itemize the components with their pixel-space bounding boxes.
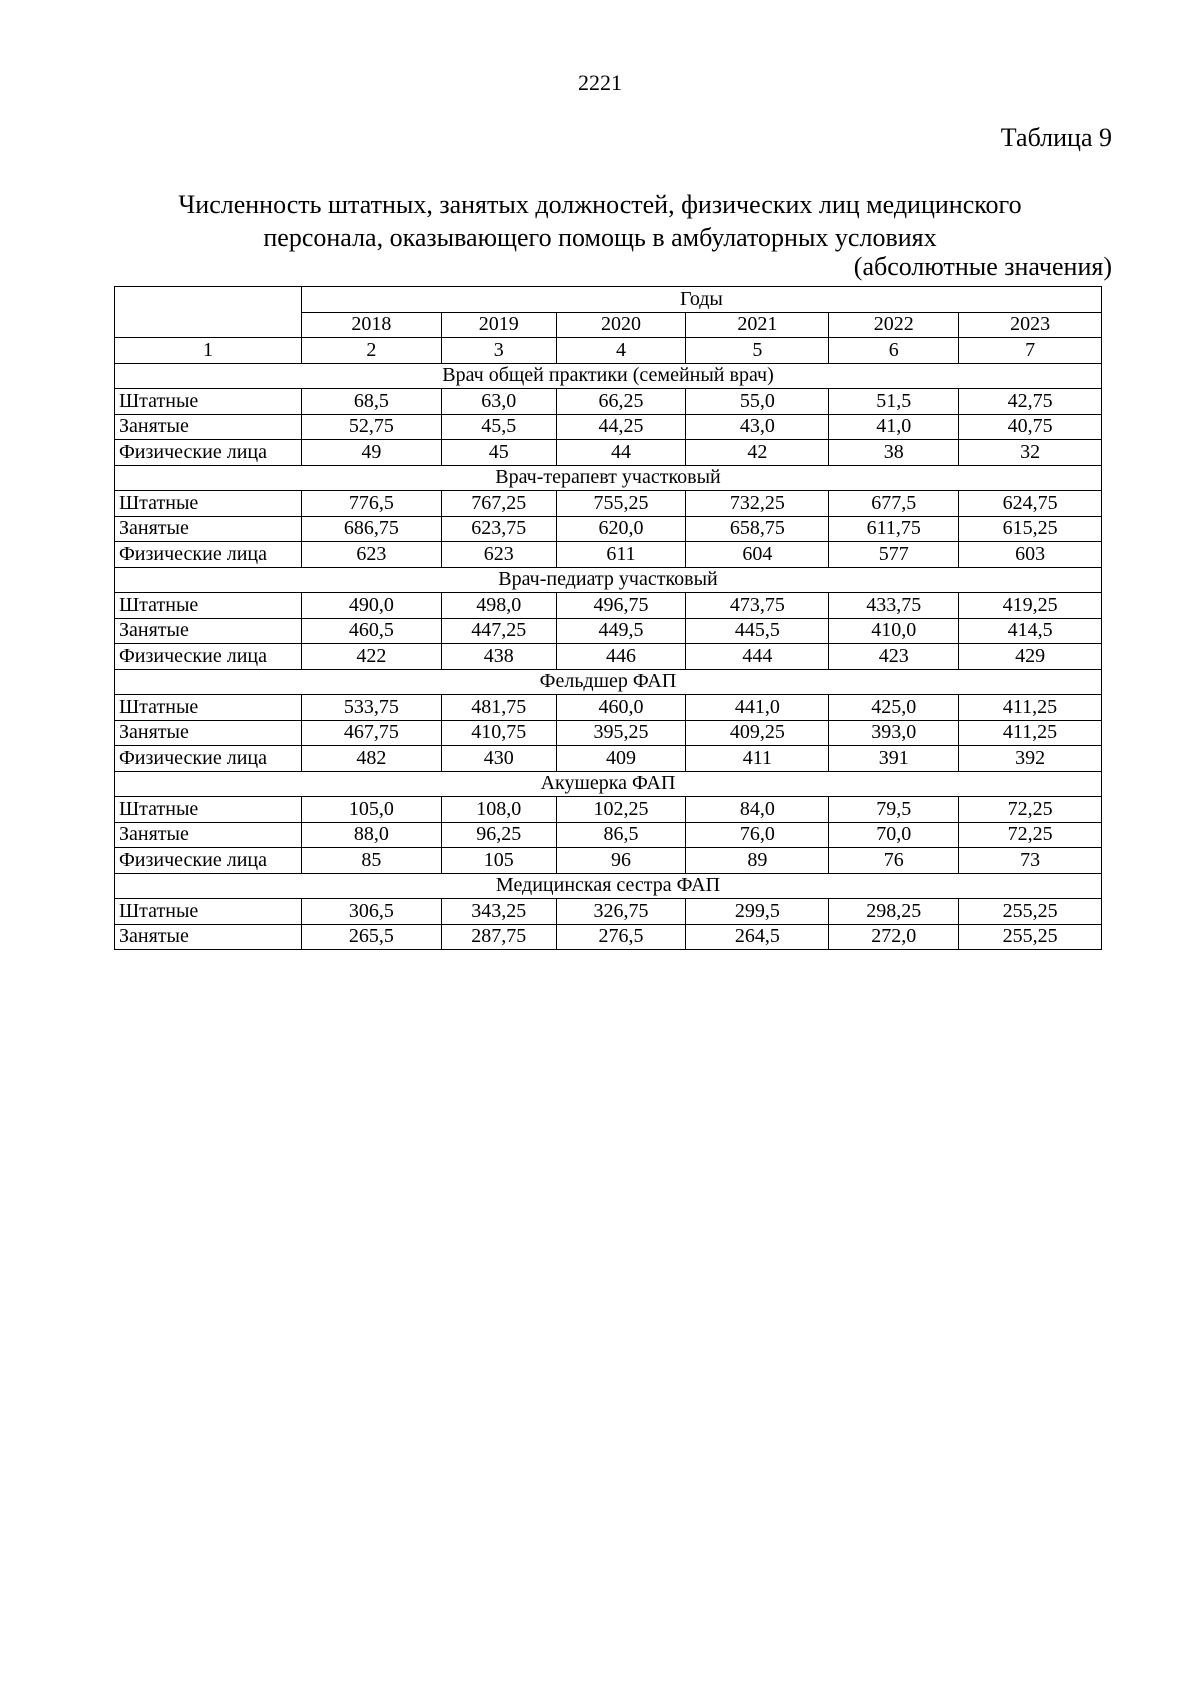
- value-cell: 86,5: [556, 822, 686, 848]
- value-cell: 620,0: [556, 516, 686, 542]
- value-cell: 41,0: [829, 414, 959, 440]
- table-body: [115, 287, 1102, 950]
- value-cell: 423: [829, 644, 959, 670]
- value-cell: 43,0: [686, 414, 829, 440]
- title-line-1: Численность штатных, занятых должностей, физических лиц медицинского: [178, 190, 1022, 219]
- value-cell: 467,75: [301, 720, 441, 746]
- value-cell: 577: [829, 542, 959, 568]
- table-row: [115, 491, 1102, 517]
- row-label: Физические лица: [115, 440, 302, 466]
- header-corner-cell: [115, 287, 302, 338]
- value-cell: 96: [556, 848, 686, 874]
- section-header-row: [115, 771, 1102, 797]
- value-cell: 498,0: [441, 593, 556, 619]
- value-cell: 298,25: [829, 899, 959, 925]
- section-header-row: [115, 465, 1102, 491]
- row-label: Занятые: [115, 924, 302, 950]
- value-cell: 410,75: [441, 720, 556, 746]
- value-cell: 76: [829, 848, 959, 874]
- value-cell: 422: [301, 644, 441, 670]
- column-number-cell: 2: [301, 338, 441, 364]
- value-cell: 76,0: [686, 822, 829, 848]
- section-title: Врач общей практики (семейный врач): [115, 363, 1102, 389]
- value-cell: 496,75: [556, 593, 686, 619]
- value-cell: 482: [301, 746, 441, 772]
- value-cell: 391: [829, 746, 959, 772]
- table-row: [115, 822, 1102, 848]
- row-label: Штатные: [115, 593, 302, 619]
- value-cell: 441,0: [686, 695, 829, 721]
- value-cell: 326,75: [556, 899, 686, 925]
- section-title: Фельдшер ФАП: [115, 669, 1102, 695]
- value-cell: 449,5: [556, 618, 686, 644]
- table-row: [115, 695, 1102, 721]
- column-number-cell: 3: [441, 338, 556, 364]
- column-number-cell: 1: [115, 338, 302, 364]
- value-cell: 446: [556, 644, 686, 670]
- row-label: Занятые: [115, 414, 302, 440]
- value-cell: 411,25: [959, 720, 1102, 746]
- year-cell: 2019: [441, 312, 556, 338]
- value-cell: 88,0: [301, 822, 441, 848]
- value-cell: 429: [959, 644, 1102, 670]
- table-row: [115, 516, 1102, 542]
- column-number-cell: 5: [686, 338, 829, 364]
- column-number-cell: 6: [829, 338, 959, 364]
- row-label: Штатные: [115, 389, 302, 415]
- page-number: 2221: [578, 70, 622, 95]
- section-header-row: [115, 567, 1102, 593]
- value-cell: 604: [686, 542, 829, 568]
- value-cell: 411: [686, 746, 829, 772]
- value-cell: 473,75: [686, 593, 829, 619]
- staff-table: [114, 286, 1102, 950]
- value-cell: 49: [301, 440, 441, 466]
- value-cell: 85: [301, 848, 441, 874]
- value-cell: 89: [686, 848, 829, 874]
- value-cell: 287,75: [441, 924, 556, 950]
- value-cell: 343,25: [441, 899, 556, 925]
- value-cell: 70,0: [829, 822, 959, 848]
- value-cell: 767,25: [441, 491, 556, 517]
- value-cell: 490,0: [301, 593, 441, 619]
- row-label: Штатные: [115, 695, 302, 721]
- table-row: [115, 924, 1102, 950]
- value-cell: 96,25: [441, 822, 556, 848]
- section-header-row: [115, 873, 1102, 899]
- table-row: [115, 746, 1102, 772]
- value-cell: 425,0: [829, 695, 959, 721]
- value-cell: 624,75: [959, 491, 1102, 517]
- value-cell: 306,5: [301, 899, 441, 925]
- value-cell: 42: [686, 440, 829, 466]
- value-cell: 481,75: [441, 695, 556, 721]
- value-cell: 44: [556, 440, 686, 466]
- value-cell: 38: [829, 440, 959, 466]
- table-row: [115, 440, 1102, 466]
- value-cell: 460,5: [301, 618, 441, 644]
- value-cell: 73: [959, 848, 1102, 874]
- value-cell: 409,25: [686, 720, 829, 746]
- value-cell: 55,0: [686, 389, 829, 415]
- value-cell: 677,5: [829, 491, 959, 517]
- value-cell: 395,25: [556, 720, 686, 746]
- value-cell: 623: [301, 542, 441, 568]
- value-cell: 45: [441, 440, 556, 466]
- year-cell: 2021: [686, 312, 829, 338]
- value-cell: 44,25: [556, 414, 686, 440]
- section-title: Акушерка ФАП: [115, 771, 1102, 797]
- value-cell: 603: [959, 542, 1102, 568]
- section-header-row: [115, 363, 1102, 389]
- value-cell: 615,25: [959, 516, 1102, 542]
- row-label: Занятые: [115, 822, 302, 848]
- value-cell: 68,5: [301, 389, 441, 415]
- value-cell: 392: [959, 746, 1102, 772]
- section-title: Медицинская сестра ФАП: [115, 873, 1102, 899]
- row-label: Физические лица: [115, 644, 302, 670]
- row-label: Занятые: [115, 516, 302, 542]
- value-cell: 686,75: [301, 516, 441, 542]
- table-row: [115, 720, 1102, 746]
- section-title: Врач-педиатр участковый: [115, 567, 1102, 593]
- table-row: [115, 593, 1102, 619]
- value-cell: 447,25: [441, 618, 556, 644]
- value-cell: 102,25: [556, 797, 686, 823]
- value-cell: 51,5: [829, 389, 959, 415]
- table-row: [115, 414, 1102, 440]
- value-cell: 776,5: [301, 491, 441, 517]
- value-cell: 105,0: [301, 797, 441, 823]
- value-cell: 72,25: [959, 822, 1102, 848]
- row-label: Физические лица: [115, 542, 302, 568]
- value-cell: 265,5: [301, 924, 441, 950]
- column-number-cell: 4: [556, 338, 686, 364]
- value-cell: 414,5: [959, 618, 1102, 644]
- value-cell: 299,5: [686, 899, 829, 925]
- value-cell: 623,75: [441, 516, 556, 542]
- year-cell: 2023: [959, 312, 1102, 338]
- value-cell: 611,75: [829, 516, 959, 542]
- title-line-2: персонала, оказывающего помощь в амбулаторных условиях: [263, 223, 937, 252]
- table-row: [115, 618, 1102, 644]
- table-row: [115, 899, 1102, 925]
- value-cell: 611: [556, 542, 686, 568]
- table-title: [100, 188, 1100, 254]
- value-cell: 40,75: [959, 414, 1102, 440]
- value-cell: 52,75: [301, 414, 441, 440]
- value-cell: 438: [441, 644, 556, 670]
- value-cell: 533,75: [301, 695, 441, 721]
- value-cell: 272,0: [829, 924, 959, 950]
- value-cell: 445,5: [686, 618, 829, 644]
- units-note: (абсолютные значения): [853, 252, 1112, 281]
- table-row: [115, 389, 1102, 415]
- value-cell: 433,75: [829, 593, 959, 619]
- column-numbers-row: [115, 338, 1102, 364]
- table-row: [115, 848, 1102, 874]
- table-label: Таблица 9: [1000, 123, 1112, 152]
- value-cell: 411,25: [959, 695, 1102, 721]
- value-cell: 410,0: [829, 618, 959, 644]
- column-number-cell: 7: [959, 338, 1102, 364]
- value-cell: 276,5: [556, 924, 686, 950]
- value-cell: 264,5: [686, 924, 829, 950]
- value-cell: 63,0: [441, 389, 556, 415]
- row-label: Занятые: [115, 618, 302, 644]
- value-cell: 732,25: [686, 491, 829, 517]
- section-header-row: [115, 669, 1102, 695]
- header-row-years-label: [115, 287, 1102, 313]
- value-cell: 105: [441, 848, 556, 874]
- value-cell: 45,5: [441, 414, 556, 440]
- value-cell: 393,0: [829, 720, 959, 746]
- value-cell: 108,0: [441, 797, 556, 823]
- value-cell: 623: [441, 542, 556, 568]
- row-label: Занятые: [115, 720, 302, 746]
- year-cell: 2018: [301, 312, 441, 338]
- section-title: Врач-терапевт участковый: [115, 465, 1102, 491]
- value-cell: 460,0: [556, 695, 686, 721]
- value-cell: 419,25: [959, 593, 1102, 619]
- value-cell: 658,75: [686, 516, 829, 542]
- value-cell: 255,25: [959, 899, 1102, 925]
- year-cell: 2020: [556, 312, 686, 338]
- value-cell: 42,75: [959, 389, 1102, 415]
- value-cell: 66,25: [556, 389, 686, 415]
- row-label: Штатные: [115, 797, 302, 823]
- value-cell: 755,25: [556, 491, 686, 517]
- table-row: [115, 644, 1102, 670]
- table-row: [115, 797, 1102, 823]
- value-cell: 430: [441, 746, 556, 772]
- year-cell: 2022: [829, 312, 959, 338]
- value-cell: 79,5: [829, 797, 959, 823]
- row-label: Штатные: [115, 899, 302, 925]
- row-label: Физические лица: [115, 746, 302, 772]
- value-cell: 444: [686, 644, 829, 670]
- years-label: Годы: [301, 287, 1101, 313]
- table-row: [115, 542, 1102, 568]
- value-cell: 32: [959, 440, 1102, 466]
- row-label: Физические лица: [115, 848, 302, 874]
- value-cell: 255,25: [959, 924, 1102, 950]
- value-cell: 72,25: [959, 797, 1102, 823]
- value-cell: 409: [556, 746, 686, 772]
- value-cell: 84,0: [686, 797, 829, 823]
- row-label: Штатные: [115, 491, 302, 517]
